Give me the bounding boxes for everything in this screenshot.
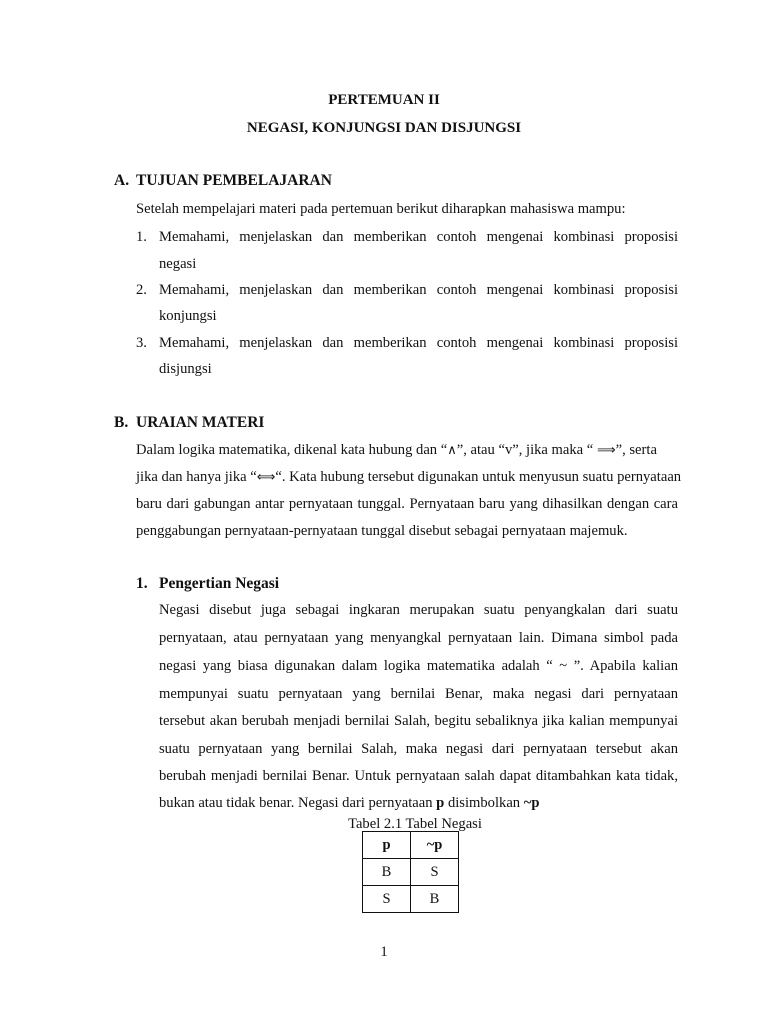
section-a-intro: Setelah mempelajari materi pada pertemuan berikut diharapkan mahasiswa mampu:: [136, 201, 626, 217]
table-caption: Tabel 2.1 Tabel Negasi: [348, 816, 482, 832]
table-cell: B: [411, 886, 459, 913]
symbol-p: p: [436, 795, 445, 811]
table-header-cell: p: [363, 832, 411, 859]
iff-symbol: ⟺: [256, 470, 276, 485]
section-b-heading: URAIAN MATERI: [136, 414, 265, 431]
list-item-number: 2.: [136, 282, 147, 298]
paragraph-line: penggabungan pernyataan-pernyataan tunggal disebut sebagai pernyataan majemuk.: [136, 523, 628, 539]
table-row: [363, 859, 459, 886]
symbol-not-p: ~p: [523, 795, 540, 811]
paragraph-line: bukan atau tidak benar. Negasi dari pernyataan p disimbolkan ~p: [159, 795, 540, 811]
paragraph-line: tersebut akan berubah menjadi bernilai Salah, begitu sebaliknya jika kalian mempunyai: [159, 713, 678, 729]
paragraph-line: Negasi disebut juga sebagai ingkaran merupakan suatu penyangkalan dari suatu: [159, 602, 678, 618]
list-item-continuation: negasi: [159, 256, 197, 272]
page-subtitle: NEGASI, KONJUNGSI DAN DISJUNGSI: [246, 120, 522, 136]
negation-table: [362, 831, 459, 913]
page-number: 1: [380, 944, 388, 960]
paragraph-line: mempunyai suatu pernyataan yang bernilai Benar, maka negasi dari pernyataan: [159, 686, 678, 702]
table-cell: S: [363, 886, 411, 913]
subsection-number: 1.: [136, 575, 148, 592]
table-header-cell: ~p: [411, 832, 459, 859]
page-title: PERTEMUAN II: [328, 92, 440, 108]
implies-symbol: ⟹: [596, 443, 616, 458]
paragraph-line: negasi yang biasa digunakan dalam logika matematika adalah “ ~ ”. Apabila kalian: [159, 658, 678, 674]
paragraph-line: baru dari gabungan antar pernyataan tunggal. Pernyataan baru yang dihasilkan dengan cara: [136, 496, 678, 512]
list-item-number: 1.: [136, 229, 147, 245]
table-row: [363, 886, 459, 913]
paragraph-line: berubah menjadi bernilai Benar. Untuk pernyataan salah dapat ditambahkan kata tidak,: [159, 768, 678, 784]
list-item-continuation: disjungsi: [159, 361, 212, 377]
list-item-number: 3.: [136, 335, 147, 351]
list-item: Memahami, menjelaskan dan memberikan contoh mengenai kombinasi proposisi: [159, 335, 678, 351]
paragraph-line: pernyataan, atau pernyataan yang menyangkal pernyataan lain. Dimana simbol pada: [159, 630, 678, 646]
section-b-label: B.: [114, 414, 129, 431]
list-item: Memahami, menjelaskan dan memberikan contoh mengenai kombinasi proposisi: [159, 229, 678, 245]
table-cell: B: [363, 859, 411, 886]
table-cell: S: [411, 859, 459, 886]
subsection-heading: Pengertian Negasi: [159, 575, 280, 592]
paragraph-line: Dalam logika matematika, dikenal kata hubung dan “∧”, atau “v”, jika maka “ ⟹”, serta: [136, 442, 657, 458]
list-item-continuation: konjungsi: [159, 308, 217, 324]
paragraph-line: suatu pernyataan yang bernilai Salah, maka negasi dari pernyataan tersebut akan: [159, 741, 678, 757]
paragraph-line: jika dan hanya jika “⟺“. Kata hubung tersebut digunakan untuk menyusun suatu pernyataan: [136, 469, 682, 485]
and-symbol: ∧: [447, 443, 457, 458]
table-header-row: [363, 832, 459, 859]
section-a-label: A.: [114, 172, 130, 189]
section-a-heading: TUJUAN PEMBELAJARAN: [136, 172, 332, 189]
list-item: Memahami, menjelaskan dan memberikan contoh mengenai kombinasi proposisi: [159, 282, 678, 298]
